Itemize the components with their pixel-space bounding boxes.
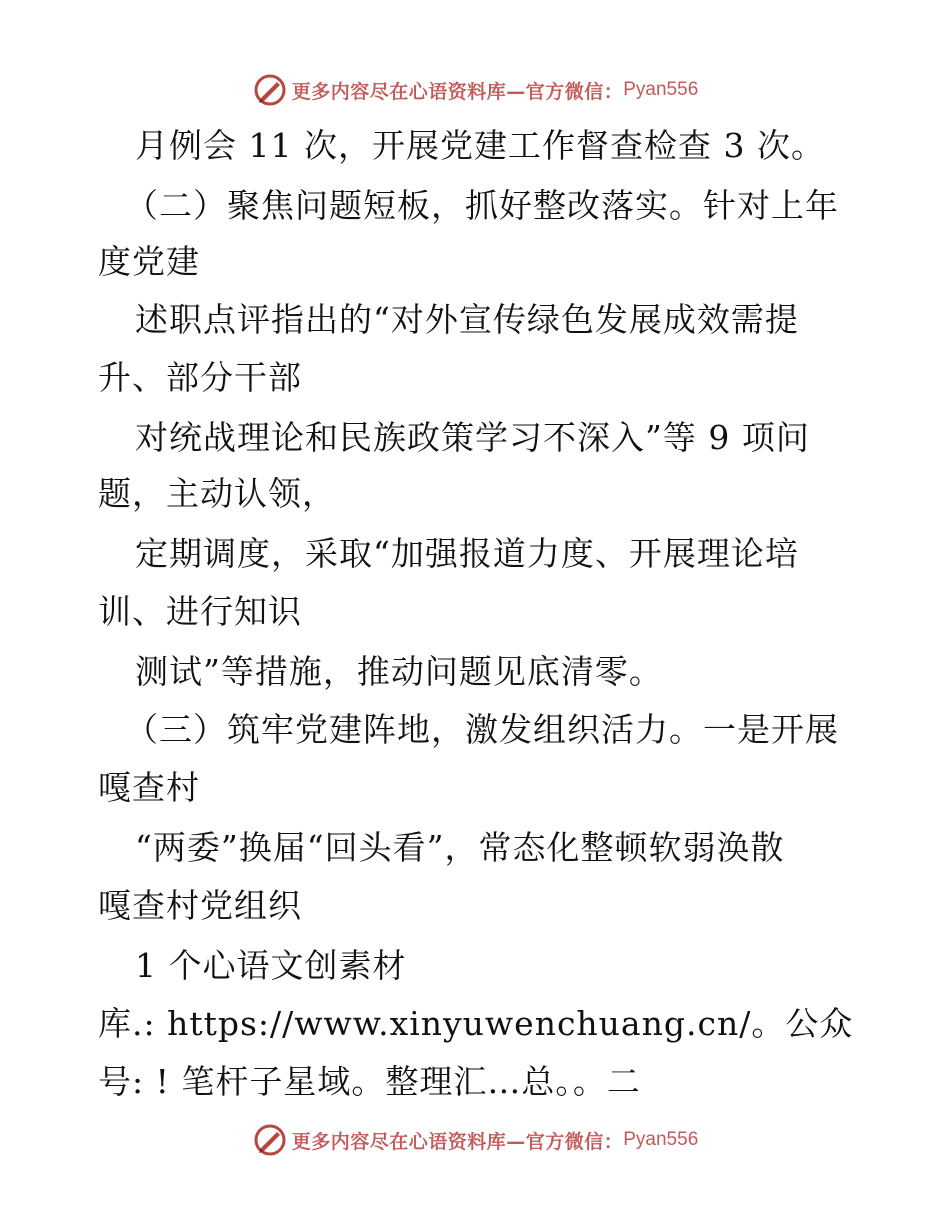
pen-logo-icon	[252, 1122, 288, 1158]
text-line-5: 升、部分干部	[98, 358, 302, 397]
text-line-6: 对统战理论和民族政策学习不深入”等 9 项问	[135, 418, 810, 457]
banner-wechat-id: Pyan556	[623, 1129, 699, 1150]
text-line-7: 题，主动认领，	[98, 474, 336, 513]
text-line-4: 述职点评指出的“对外宣传绿色发展成效需提	[135, 300, 799, 339]
text-line-15: 1 个心语文创素材	[135, 946, 407, 985]
text-line-13: “两委”换届“回头看”，常态化整顿软弱涣散	[135, 828, 785, 867]
text-line-8: 定期调度，采取“加强报道力度、开展理论培	[135, 534, 799, 573]
footer-banner	[0, 1120, 950, 1160]
text-line-12: 嘎查村	[98, 768, 200, 807]
text-line-17: 号: ! 笔杆子星域。整理汇…总。。二	[98, 1062, 641, 1101]
text-line-10: 测试”等措施，推动问题见底清零。	[135, 652, 663, 691]
banner-text: 更多内容尽在心语资料库—官方微信：	[291, 1130, 624, 1153]
banner-wechat-id: Pyan556	[623, 79, 699, 100]
pen-logo-icon	[252, 72, 288, 108]
text-line-11: （三）筑牢党建阵地，激发组织活力。一是开展	[125, 710, 839, 749]
text-line-2: （二）聚焦问题短板，抓好整改落实。针对上年	[125, 186, 839, 225]
text-line-1: 月例会 11 次，开展党建工作督查检查 3 次。	[135, 126, 825, 165]
text-line-9: 训、进行知识	[98, 592, 302, 631]
banner-text: 更多内容尽在心语资料库—官方微信：	[291, 80, 624, 103]
text-line-3: 度党建	[98, 242, 200, 281]
header-banner	[0, 70, 950, 110]
text-line-16: 库.: https://www.xinyuwenchuang.cn/。公众	[98, 1004, 854, 1043]
text-line-14: 嘎查村党组织	[98, 886, 302, 925]
